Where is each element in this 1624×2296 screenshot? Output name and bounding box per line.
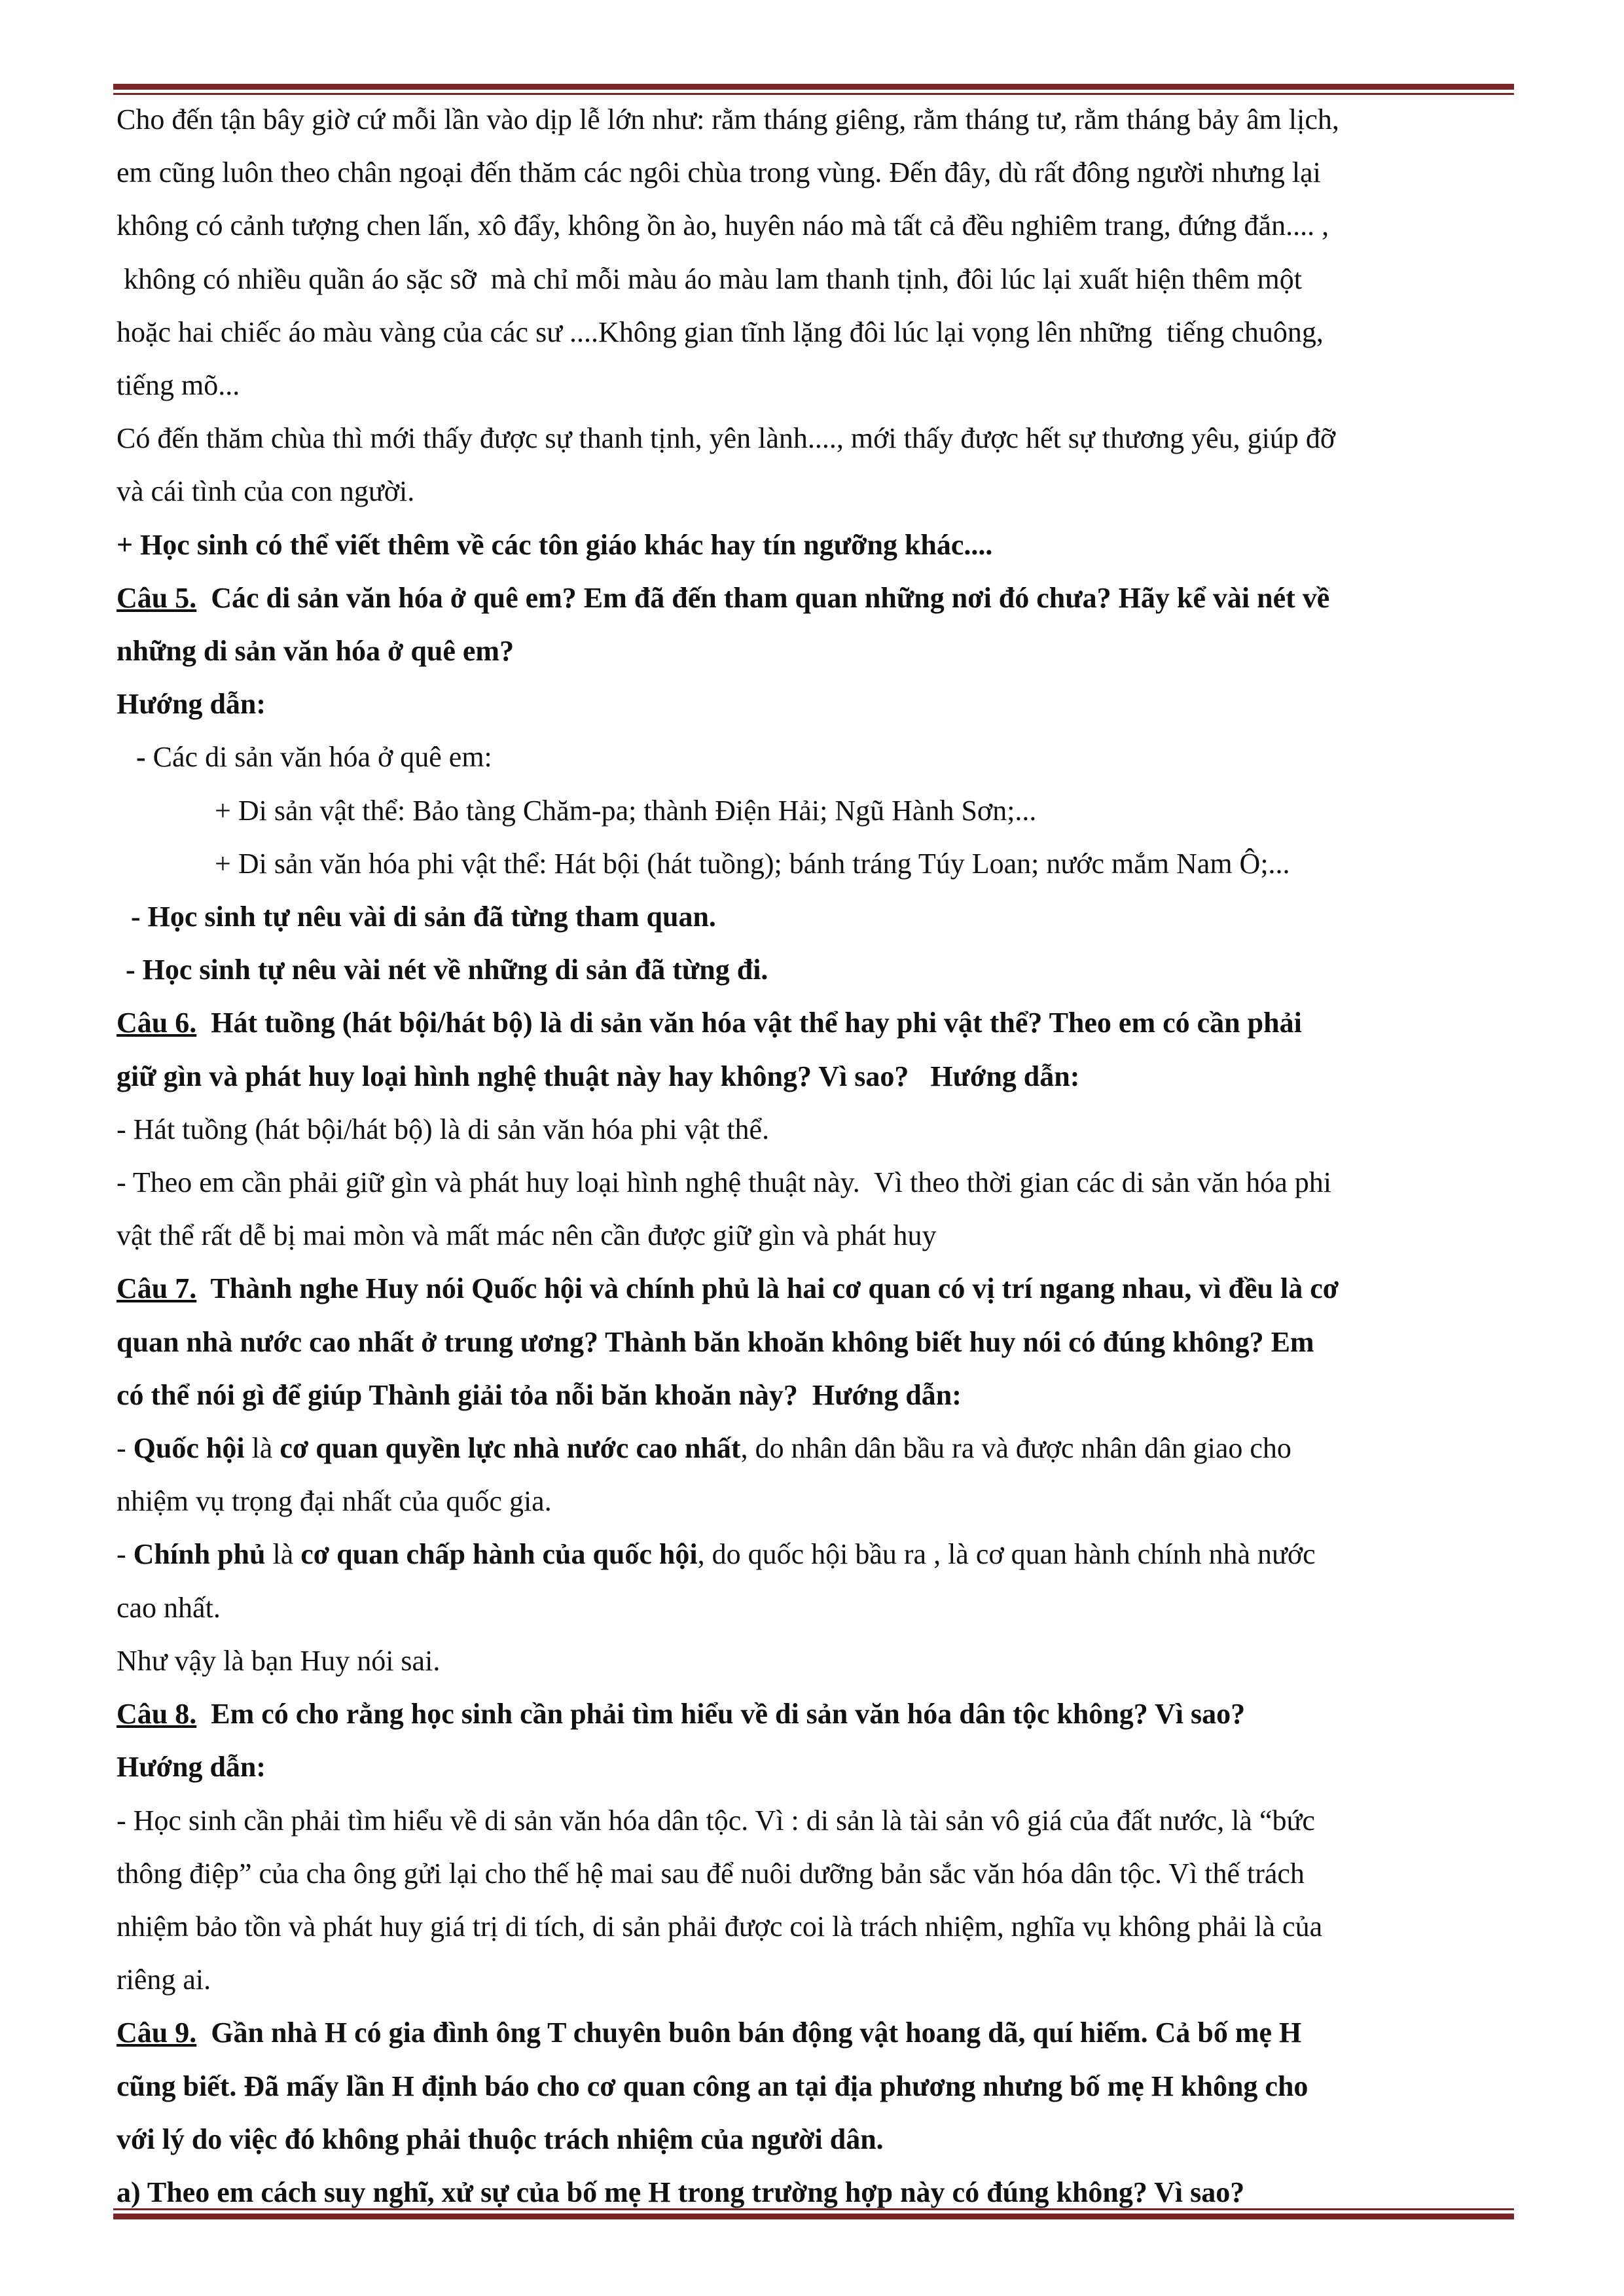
text-run: a) Theo em cách suy nghĩ, xử sự của bố mẹ H trong trường hợp này có đúng không? Vì sao? bbox=[117, 2176, 1245, 2208]
text-line bbox=[117, 359, 1517, 412]
text-line bbox=[117, 465, 1517, 518]
text-line bbox=[117, 199, 1517, 252]
text-line bbox=[117, 1900, 1517, 1953]
text-line bbox=[117, 890, 1517, 943]
text-run: - bbox=[136, 741, 153, 774]
question-label: Câu 9. bbox=[117, 2017, 197, 2049]
text-line bbox=[117, 253, 1517, 306]
text-line bbox=[117, 1634, 1517, 1687]
text-line bbox=[117, 1794, 1517, 1847]
text-line bbox=[117, 1847, 1517, 1900]
text-run: với lý do việc đó không phải thuộc trách nhiệm của người dân. bbox=[117, 2123, 884, 2155]
text-run: có thể nói gì để giúp Thành giải tỏa nỗi băn khoăn này? Hướng dẫn: bbox=[117, 1378, 962, 1411]
text-line bbox=[117, 2006, 1517, 2059]
text-run: - bbox=[117, 1538, 134, 1571]
text-run: quan nhà nước cao nhất ở trung ương? Thành băn khoăn không biết huy nói có đúng không? Em bbox=[117, 1325, 1314, 1358]
text-run: nhiệm vụ trọng đại nhất của quốc gia. bbox=[117, 1485, 552, 1518]
text-line bbox=[117, 1528, 1517, 1581]
text-line bbox=[117, 677, 1517, 730]
text-run: Em có cho rằng học sinh cần phải tìm hiểu về di sản văn hóa dân tộc không? Vì sao? bbox=[196, 1698, 1246, 1731]
text-line bbox=[117, 996, 1517, 1049]
text-line bbox=[117, 1316, 1517, 1369]
text-line bbox=[117, 784, 1517, 837]
text-run: - Theo em cần phải giữ gìn và phát huy loại hình nghệ thuật này. Vì theo thời gian các di sản văn hóa phi bbox=[117, 1166, 1331, 1199]
text-run: - Học sinh tự nêu vài nét về những di sản đã từng đi. bbox=[126, 954, 768, 986]
text-line bbox=[117, 2113, 1517, 2166]
text-run: Các di sản văn hóa ở quê em: bbox=[153, 741, 492, 774]
text-run: - Học sinh tự nêu vài di sản đã từng tham quan. bbox=[131, 901, 716, 933]
footer-rule-thin-line bbox=[113, 2208, 1514, 2210]
text-line bbox=[117, 1475, 1517, 1528]
text-line bbox=[117, 1953, 1517, 2006]
question-label: Câu 6. bbox=[117, 1007, 197, 1039]
question-label: Câu 7. bbox=[117, 1272, 197, 1305]
text-run: + Di sản văn hóa phi vật thể: Hát bội (hát tuồng); bánh tráng Túy Loan; nước mắm Nam Ô;... bbox=[215, 847, 1290, 880]
text-run: + Học sinh có thể viết thêm về các tôn giáo khác hay tín ngưỡng khác.... bbox=[117, 528, 993, 561]
text-run: cũng biết. Đã mấy lần H định báo cho cơ quan công an tại địa phương nhưng bố mẹ H không cho bbox=[117, 2070, 1308, 2102]
text-run: - bbox=[117, 1432, 134, 1465]
question-label: Câu 5. bbox=[117, 581, 197, 614]
header-rule-thick-line bbox=[113, 84, 1514, 90]
text-line bbox=[117, 571, 1517, 624]
text-run: Có đến thăm chùa thì mới thấy được sự thanh tịnh, yên lành...., mới thấy được hết sự thương yêu, giúp đỡ bbox=[117, 422, 1336, 455]
text-run: , do quốc hội bầu ra , là cơ quan hành chính nhà nước bbox=[697, 1538, 1316, 1571]
text-line bbox=[117, 1156, 1517, 1209]
text-line bbox=[117, 1422, 1517, 1475]
text-run: Gần nhà H có gia đình ông T chuyên buôn bán động vật hoang dã, quí hiếm. Cả bố mẹ H bbox=[196, 2017, 1302, 2049]
text-run: thông điệp” của cha ông gửi lại cho thế hệ mai sau để nuôi dưỡng bản sắc văn hóa dân tộc. Vì thế trách bbox=[117, 1857, 1305, 1890]
text-line bbox=[117, 1369, 1517, 1422]
text-run: nhiệm bảo tồn và phát huy giá trị di tích, di sản phải được coi là trách nhiệm, nghĩa vụ không phải là của bbox=[117, 1910, 1323, 1943]
text-run: là bbox=[265, 1538, 301, 1571]
text-run: Hát tuồng (hát bội/hát bộ) là di sản văn hóa vật thể hay phi vật thể? Theo em có cần phải bbox=[196, 1007, 1302, 1039]
text-line bbox=[117, 1581, 1517, 1634]
text-run: và cái tình của con người. bbox=[117, 475, 415, 508]
text-run: Hướng dẫn: bbox=[117, 1751, 266, 1784]
text-run: vật thể rất dễ bị mai mòn và mất mác nên cần được giữ gìn và phát huy bbox=[117, 1219, 937, 1252]
text-line bbox=[117, 306, 1517, 359]
text-run: giữ gìn và phát huy loại hình nghệ thuật này hay không? Vì sao? Hướng dẫn: bbox=[117, 1060, 1080, 1092]
text-line bbox=[117, 943, 1517, 996]
text-run: em cũng luôn theo chân ngoại đến thăm các ngôi chùa trong vùng. Đến đây, dù rất đông người nhưng lại bbox=[117, 156, 1321, 189]
text-run: cơ quan chấp hành của quốc hội bbox=[300, 1538, 698, 1571]
footer-rule-thick-line bbox=[113, 2214, 1514, 2219]
text-run: Các di sản văn hóa ở quê em? Em đã đến tham quan những nơi đó chưa? Hãy kể vài nét về bbox=[196, 581, 1330, 614]
text-run: + Di sản vật thể: Bảo tàng Chăm-pa; thành Điện Hải; Ngũ Hành Sơn;... bbox=[215, 794, 1037, 827]
text-line bbox=[117, 1050, 1517, 1103]
text-run: không có cảnh tượng chen lấn, xô đẩy, không ồn ào, huyên náo mà tất cả đều nghiêm trang, đứng đắn.... , bbox=[117, 209, 1329, 242]
text-run: Cho đến tận bây giờ cứ mỗi lần vào dịp lễ lớn như: rằm tháng giêng, rằm tháng tư, rằm tháng bảy âm lịch, bbox=[117, 103, 1339, 135]
text-line bbox=[117, 93, 1517, 146]
text-run: tiếng mõ... bbox=[117, 369, 240, 402]
text-line bbox=[117, 1262, 1517, 1315]
text-run: - Học sinh cần phải tìm hiểu về di sản văn hóa dân tộc. Vì : di sản là tài sản vô giá của đất nước, là “bức bbox=[117, 1804, 1315, 1837]
text-run: không có nhiều quần áo sặc sỡ mà chỉ mỗi màu áo màu lam thanh tịnh, đôi lúc lại xuất hiện thêm một bbox=[117, 262, 1302, 295]
text-run: là bbox=[244, 1432, 280, 1465]
text-line bbox=[117, 2060, 1517, 2113]
text-line bbox=[117, 730, 1517, 783]
text-run: cơ quan quyền lực nhà nước cao nhất bbox=[280, 1432, 741, 1465]
text-run: , do nhân dân bầu ra và được nhân dân giao cho bbox=[740, 1432, 1291, 1465]
text-run: những di sản văn hóa ở quê em? bbox=[117, 635, 514, 668]
text-line bbox=[117, 1687, 1517, 1740]
text-run: Thành nghe Huy nói Quốc hội và chính phủ là hai cơ quan có vị trí ngang nhau, vì đều là cơ bbox=[196, 1272, 1339, 1305]
text-line bbox=[117, 624, 1517, 677]
text-run: Chính phủ bbox=[133, 1538, 266, 1571]
document-body bbox=[117, 93, 1517, 2219]
text-line bbox=[117, 518, 1517, 571]
text-run: cao nhất. bbox=[117, 1591, 221, 1624]
footer-rule bbox=[113, 2208, 1514, 2219]
text-line bbox=[117, 1209, 1517, 1262]
text-run: Như vậy là bạn Huy nói sai. bbox=[117, 1644, 441, 1677]
text-run: - Hát tuồng (hát bội/hát bộ) là di sản văn hóa phi vật thể. bbox=[117, 1113, 770, 1145]
text-run: riêng ai. bbox=[117, 1964, 211, 1996]
question-label: Câu 8. bbox=[117, 1698, 197, 1731]
text-line bbox=[117, 412, 1517, 465]
text-run: hoặc hai chiếc áo màu vàng của các sư ....Không gian tĩnh lặng đôi lúc lại vọng lên những tiếng chuông, bbox=[117, 315, 1324, 348]
text-run: Quốc hội bbox=[133, 1432, 245, 1465]
text-line bbox=[117, 1103, 1517, 1156]
text-line bbox=[117, 837, 1517, 890]
text-run: Hướng dẫn: bbox=[117, 688, 266, 721]
text-line bbox=[117, 1740, 1517, 1793]
text-line bbox=[117, 146, 1517, 199]
